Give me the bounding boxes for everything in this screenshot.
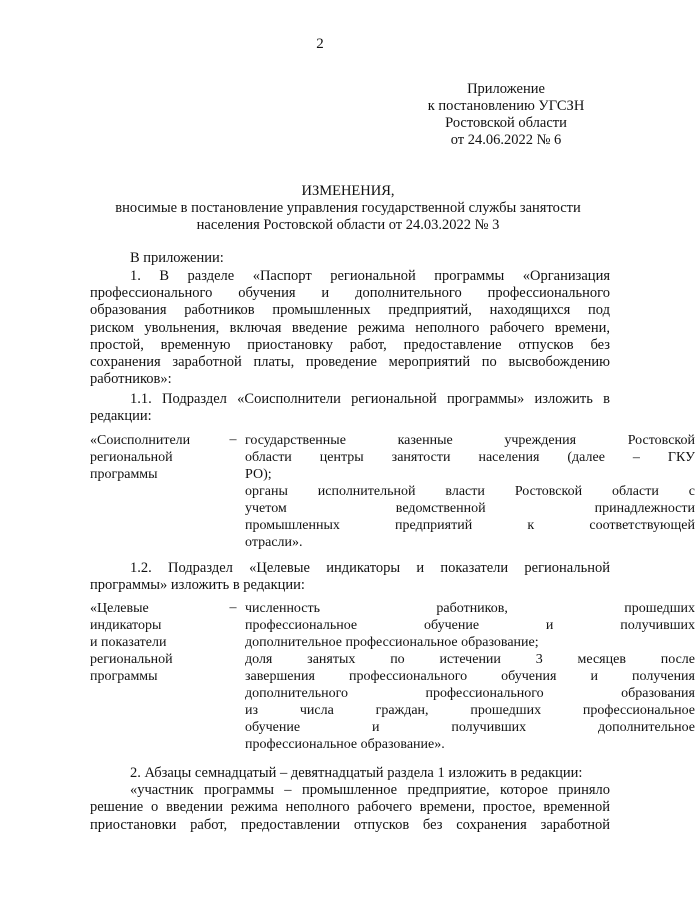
table-label xyxy=(90,432,220,483)
value-line: учетом ведомственной принадлежности xyxy=(245,501,695,516)
label-line: программы xyxy=(90,467,158,482)
item-1-paragraph xyxy=(90,268,610,388)
label-line: «Соисполнители xyxy=(90,433,191,448)
value-line: профессиональное образование». xyxy=(245,737,445,752)
paragraph-line: простой, временную приостановку работ, предоставление отпусков без xyxy=(90,336,610,353)
page-number: 2 xyxy=(316,36,324,52)
paragraph-line: решение о введении режима неполного рабочего времени, простое, временной xyxy=(90,799,610,816)
value-line: государственные казенные учреждения Ростовской xyxy=(245,433,695,448)
value-line: доля занятых по истечении 3 месяцев после xyxy=(245,652,695,667)
table-value xyxy=(245,432,695,551)
paragraph-line: редакции: xyxy=(90,408,152,425)
table-dash: – xyxy=(229,600,237,615)
intro-text: В приложении: xyxy=(130,250,224,266)
label-line: региональной xyxy=(90,652,173,667)
paragraph-line: программы» изложить в редакции: xyxy=(90,577,305,594)
title-line: вносимые в постановление управления государственной службы занятости xyxy=(115,200,581,216)
appendix-line: Приложение xyxy=(467,81,545,97)
label-line: программы xyxy=(90,669,158,684)
title-heading: ИЗМЕНЕНИЯ, xyxy=(301,183,395,199)
paragraph-line: образования работников промышленных предприятий, находящихся под xyxy=(90,302,610,319)
paragraph-line: риском увольнения, включая введение режима неполного рабочего времени, xyxy=(90,319,610,336)
label-line: индикаторы xyxy=(90,618,162,633)
item-1-1-paragraph xyxy=(90,391,610,425)
value-line: отрасли». xyxy=(245,535,303,550)
appendix-line: Ростовской области xyxy=(445,115,567,131)
intro-paragraph xyxy=(90,250,610,267)
paragraph-line: работников»: xyxy=(90,371,172,388)
value-line: области центры занятости населения (далее – ГКУ xyxy=(245,450,695,465)
item-1-2-paragraph xyxy=(90,560,610,594)
value-line: промышленных предприятий к соответствующей xyxy=(245,518,695,533)
appendix-header xyxy=(396,81,616,149)
value-line: обучение и получивших дополнительное xyxy=(245,720,695,735)
table-dash: – xyxy=(229,432,237,447)
value-line: органы исполнительной власти Ростовской области с xyxy=(245,484,695,499)
paragraph-line: сохранения заработной платы, проведение мероприятий по высвобождению xyxy=(90,354,610,371)
value-line: дополнительного профессионального образования xyxy=(245,686,695,701)
appendix-line: к постановлению УГСЗН xyxy=(427,98,585,114)
item-2-paragraph xyxy=(90,765,610,834)
paragraph-line: приостановки работ, предоставлении отпусков без сохранения заработной xyxy=(90,816,610,833)
label-line: региональной xyxy=(90,450,173,465)
title-line: населения Ростовской области от 24.03.2022 № 3 xyxy=(196,217,500,233)
paragraph-line: 1.1. Подраздел «Соисполнители региональной программы» изложить в xyxy=(130,391,610,407)
paragraph-line: 1.2. Подраздел «Целевые индикаторы и показатели региональной xyxy=(130,560,610,576)
table-value xyxy=(245,600,695,753)
paragraph-line: 1. В разделе «Паспорт региональной программы «Организация xyxy=(130,268,610,284)
paragraph-line: профессионального обучения и дополнительного профессионального xyxy=(90,285,610,302)
appendix-line: от 24.06.2022 № 6 xyxy=(450,132,562,148)
value-line: завершения профессионального обучения и получения xyxy=(245,669,695,684)
paragraph-line: «участник программы – промышленное предприятие, которое приняло xyxy=(130,782,610,799)
value-line: дополнительное профессиональное образование; xyxy=(245,635,539,650)
value-line: из числа граждан, прошедших профессиональное xyxy=(245,703,695,718)
paragraph-line: 2. Абзацы семнадцатый – девятнадцатый раздела 1 изложить в редакции: xyxy=(130,765,583,781)
label-line: «Целевые xyxy=(90,601,149,616)
label-line: и показатели xyxy=(90,635,167,650)
document-title xyxy=(60,183,636,234)
value-line: профессиональное обучение и получивших xyxy=(245,618,695,633)
value-line: численность работников, прошедших xyxy=(245,601,695,616)
value-line: РО); xyxy=(245,467,272,482)
table-label xyxy=(90,600,220,685)
